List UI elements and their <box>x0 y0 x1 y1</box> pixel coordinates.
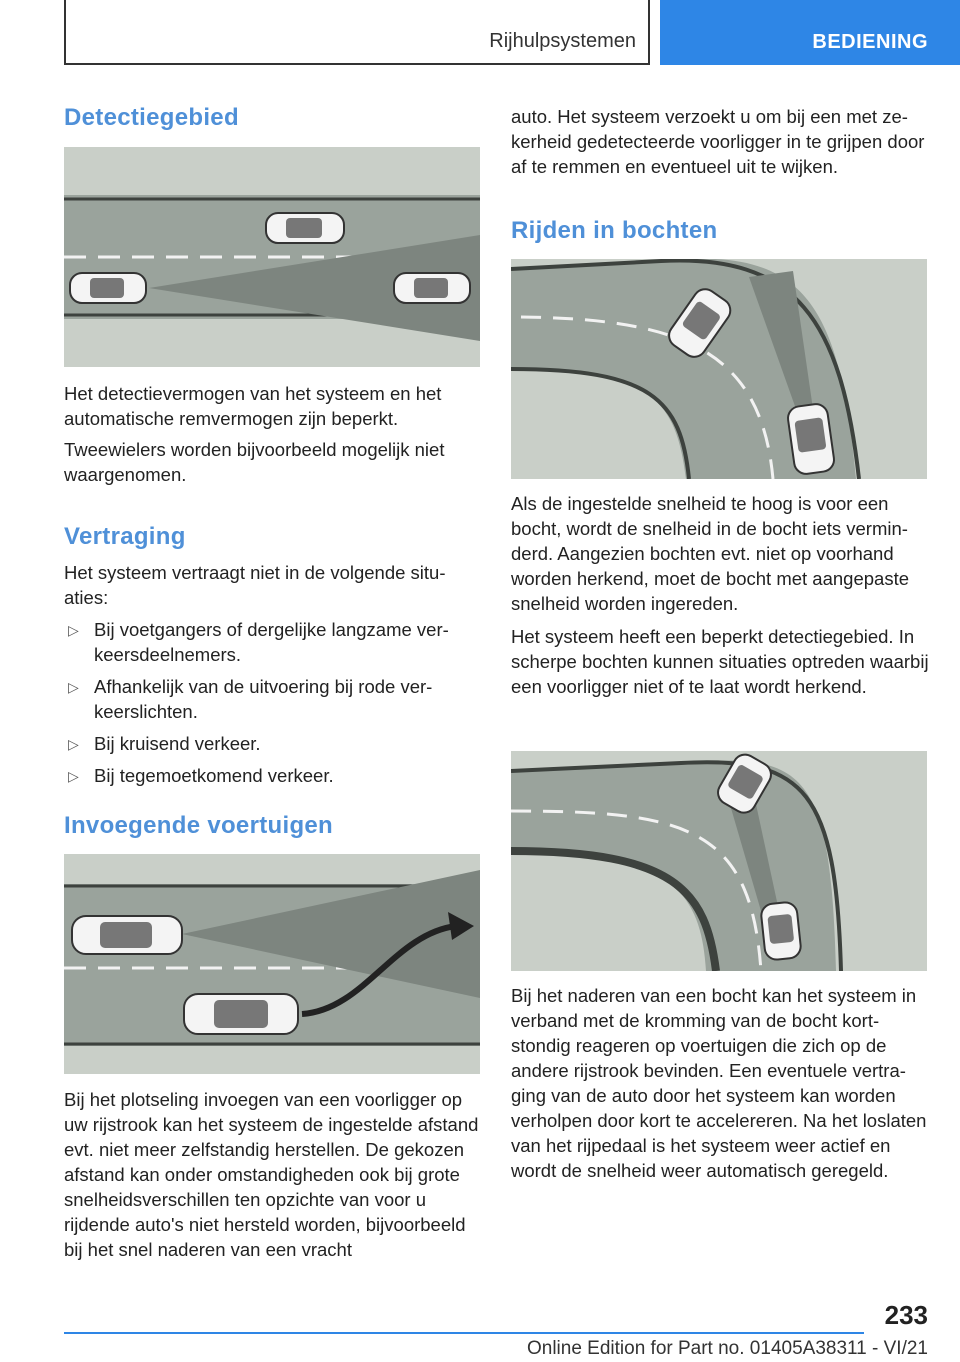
page-number: 233 <box>884 1300 928 1330</box>
figure-merging-vehicle <box>64 854 480 1074</box>
figure-detection-range <box>64 147 480 367</box>
car-own-vehicle <box>760 901 802 960</box>
heading-detectiegebied: Detectiegebied <box>64 104 239 131</box>
header-rule-left <box>64 0 66 64</box>
footer-rule <box>64 1332 864 1334</box>
car-ahead-in-curve <box>786 403 835 476</box>
car-ahead-adjacent-lane <box>266 213 344 243</box>
text-bochten-speed: Als de ingestelde snelheid te hoog is voor een bocht, wordt de snelheid in de bocht iets verminderd. Aangezien bochten evt. niet op voorhand worden herkend, moet de bocht met aangepaste snelheid worden ingereden. <box>511 493 910 614</box>
bullet-triangle-icon: ▷ <box>68 768 79 784</box>
figure-curve-detection <box>511 259 927 479</box>
car-own-vehicle <box>70 273 146 303</box>
car-own-vehicle <box>72 916 182 954</box>
list-item: ▷ Bij kruisend verkeer. <box>64 731 482 756</box>
list-item: ▷ Afhankelijk van de uitvoering bij rode verkeerslichten. <box>68 676 433 722</box>
text-bochten-limited: Het systeem heeft een beperkt detectiegebied. In scherpe bochten kunnen situaties optreden waarbij een voorligger niet of te laat wordt herkend. <box>511 626 929 697</box>
header-chapter-label: BEDIENING <box>812 31 928 53</box>
header-rule-bottom <box>64 63 650 65</box>
figure-curve-adjacent-lane <box>511 751 927 971</box>
list-item: ▷ Bij voetgangers of dergelijke langzame verkeersdeelnemers. <box>68 619 449 665</box>
bullet-triangle-icon: ▷ <box>68 736 79 752</box>
header-section-title: Rijhulpsystemen <box>489 30 636 52</box>
heading-invoegende-voertuigen: Invoegende voertuigen <box>64 812 334 839</box>
header-chapter-tab[interactable] <box>660 0 960 65</box>
car-ahead-same-lane <box>394 273 470 303</box>
heading-vertraging: Vertraging <box>64 523 186 550</box>
heading-rijden-in-bochten: Rijden in bochten <box>511 217 718 244</box>
text-detect-limited: Het detectievermogen van het systeem en het automatische remvermogen zijn beperkt. <box>64 383 442 429</box>
text-vertraging-intro: Het systeem vertraagt niet in de volgende situaties: <box>64 562 446 608</box>
text-invoeg-continued: auto. Het systeem verzoekt u om bij een met zekerheid gedetecteerde voorligger in te grijpen door af te remmen en eventueel uit te wijken. <box>511 106 925 177</box>
text-bochten-approach: Bij het naderen van een bocht kan het systeem in verband met de kromming van de bocht kortstondig reageren op voertuigen die zich op de andere rijstrook bevinden. Een eventuele vertraging van de auto door het systeem kan worden verholpen door kort te accelereren. Na het loslaten van het rijpedaal is het systeem weer actief en wordt de snelheid weer automatisch geregeld. <box>511 985 927 1181</box>
bullet-triangle-icon: ▷ <box>68 622 79 638</box>
list-vertraging-cases <box>64 617 482 795</box>
text-invoeg: Bij het plotseling invoegen van een voorligger op uw rijstrook kan het systeem de ingestelde afstand evt. niet meer zelfstandig herstellen. De gekozen afstand kan onder omstandigheden ook bij grote snelheidsverschillen ten opzichte van voor u rijdende auto's niet hersteld worden, bijvoorbeeld bij het snel naderen van een vracht <box>64 1089 479 1260</box>
bullet-triangle-icon: ▷ <box>68 679 79 695</box>
header-rule-divider <box>648 0 650 64</box>
text-detect-twowheelers: Tweewielers worden bijvoorbeeld mogelijk niet waargenomen. <box>64 439 445 485</box>
list-item: ▷ Bij tegemoetkomend verkeer. <box>64 763 482 788</box>
car-merging <box>184 994 298 1034</box>
footer-edition: Online Edition for Part no. 01405A38311 - VI/21 <box>526 1338 928 1359</box>
